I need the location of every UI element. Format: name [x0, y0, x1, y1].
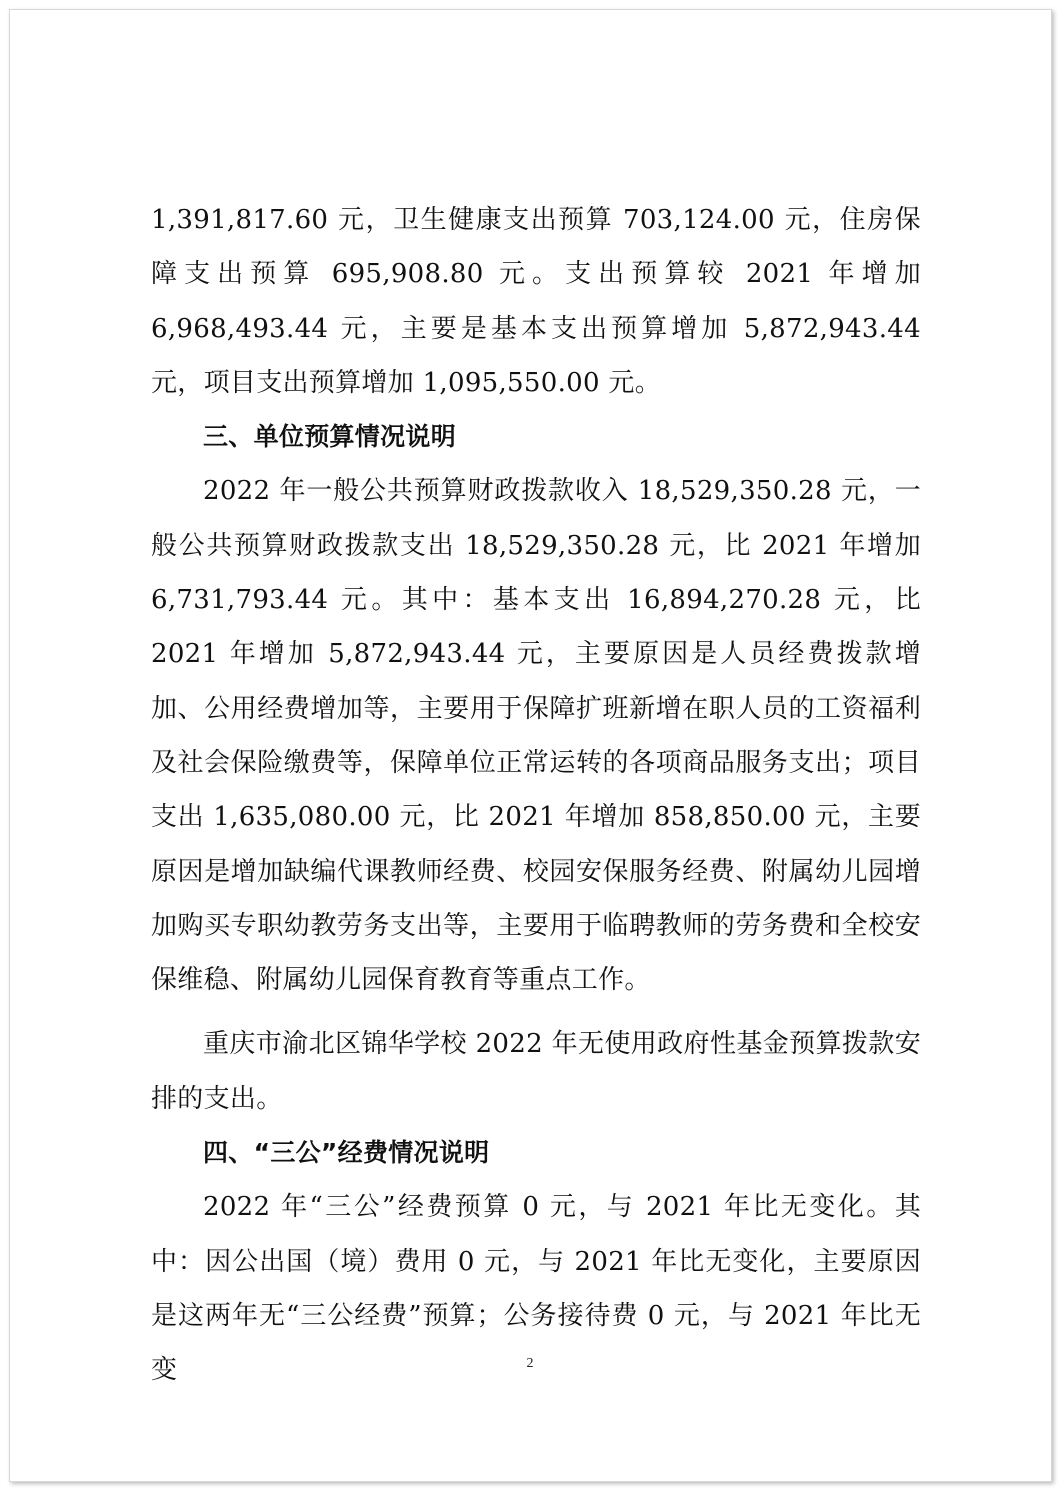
paragraph-government-fund: 重庆市渝北区锦华学校 2022 年无使用政府性基金预算拨款安排的支出。 — [151, 1029, 921, 1114]
page-number: 2 — [526, 1356, 534, 1371]
document-body — [151, 193, 921, 1398]
paragraph-unit-budget: 2022 年一般公共预算财政拨款收入 18,529,350.28 元，一般公共预算财政拨款支出 18,529,350.28 元，比 2021 年增加 6,731,793.44 元。其中：基本支出 16,894,270.28 元，比 2021 年增加 5,872,943.44 元，主要原因是人员经费拨款增加、公用经费增加等，主要用于保障扩班新增在职人员的工资福利及社会保险缴费等，保障单位正常运转的各项商品服务支出；项目支出 1,635,080.00 元，比 2021 年增加 858,850.00 元，主要原因是增加缺编代课教师经费、校园安保服务经费、附属幼儿园增加购买专职幼教劳务支出等，主要用于临聘教师的劳务费和全校安保维稳、附属幼儿园保育教育等重点工作。 — [151, 476, 921, 996]
paragraph-three-public: 2022 年“三公”经费预算 0 元，与 2021 年比无变化。其中：因公出国（境）费用 0 元，与 2021 年比无变化，主要原因是这两年无“三公经费”预算；公务接待费 0 元，与 2021 年比无变 — [151, 1192, 921, 1386]
paragraph-continuation: 1,391,817.60 元，卫生健康支出预算 703,124.00 元，住房保障支出预算 695,908.80 元。支出预算较 2021 年增加 6,968,493.44 元，主要是基本支出预算增加 5,872,943.44 元，项目支出预算增加 1,095,550.00 元。 — [151, 205, 921, 398]
section-heading-three-public: 四、“三公”经费情况说明 — [203, 1138, 490, 1168]
section-heading-unit-budget: 三、单位预算情况说明 — [203, 422, 457, 452]
